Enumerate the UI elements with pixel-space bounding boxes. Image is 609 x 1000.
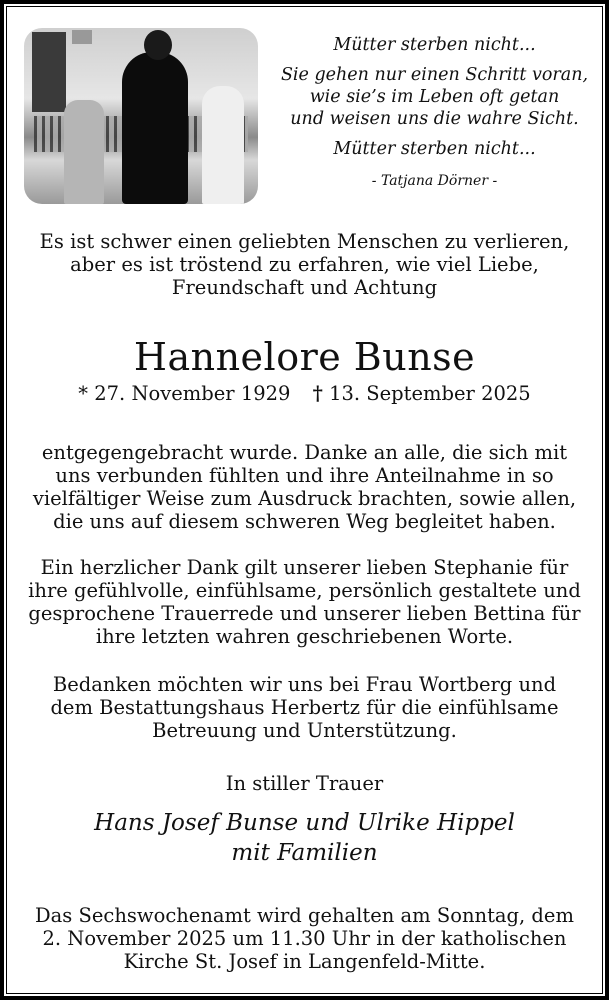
deceased-name: Hannelore Bunse: [133, 335, 476, 379]
life-dates: [0, 382, 609, 405]
text-line: aber es ist tröstend zu erfahren, wie viel Liebe,: [70, 253, 539, 276]
text-line: gesprochene Trauerrede und unserer lieben Bettina für: [28, 602, 581, 625]
text-line: Betreuung und Unterstützung.: [152, 719, 457, 742]
text-line: Das Sechswochenamt wird gehalten am Sonntag, dem: [35, 904, 574, 927]
text-line: Kirche St. Josef in Langenfeld-Mitte.: [123, 950, 486, 973]
text-line: entgegengebracht wurde. Danke an alle, die sich mit: [41, 441, 568, 464]
signer-families: mit Familien: [231, 840, 378, 866]
poem-line: wie sie’s im Leben oft getan: [309, 87, 560, 107]
text-line: die uns auf diesem schweren Weg begleitet haben.: [53, 510, 556, 533]
poem-line: und weisen uns die wahre Sicht.: [290, 109, 579, 129]
text-line: uns verbunden fühlten und ihre Anteilnahme in so: [55, 464, 554, 487]
text-line: Ein herzlicher Dank gilt unserer lieben Stephanie für: [40, 556, 569, 579]
text-line: ihre gefühlvolle, einfühlsame, persönlich gestaltete und: [28, 579, 581, 602]
funeral-home-paragraph: [8, 673, 601, 742]
text-line: ihre letzten wahren geschriebenen Worte.: [95, 625, 514, 648]
eulogy-paragraph: [8, 556, 601, 648]
text-line: 2. November 2025 um 11.30 Uhr in der katholischen: [42, 927, 567, 950]
poem: [262, 34, 607, 192]
text-line: Freundschaft und Achtung: [171, 276, 438, 299]
poem-line: Mütter sterben nicht...: [333, 35, 536, 55]
signer-names: Hans Josef Bunse und Ulrike Hippel: [94, 810, 515, 836]
text-line: Es ist schwer einen geliebten Menschen zu verlieren,: [39, 230, 570, 253]
text-line: dem Bestattungshaus Herbertz für die einfühlsame: [50, 696, 559, 719]
text-line: vielfältiger Weise zum Ausdruck brachten, sowie allen,: [32, 487, 577, 510]
poem-line: Mütter sterben nicht...: [333, 139, 536, 159]
family-photo: [24, 28, 258, 204]
text-line: Bedanken möchten wir uns bei Frau Wortberg und: [52, 673, 557, 696]
thanks-paragraph: [8, 441, 601, 533]
intro-text: [8, 230, 601, 299]
cross-icon: †: [312, 382, 323, 405]
service-notice: [8, 904, 601, 973]
poem-line: Sie gehen nur einen Schritt voran,: [280, 65, 589, 85]
signers: [0, 808, 609, 868]
poem-author: - Tatjana Dörner -: [371, 173, 498, 189]
mourning-line: In stiller Trauer: [225, 772, 384, 795]
death-date: 13. September 2025: [329, 382, 531, 405]
birth-date: * 27. November 1929: [78, 382, 291, 405]
